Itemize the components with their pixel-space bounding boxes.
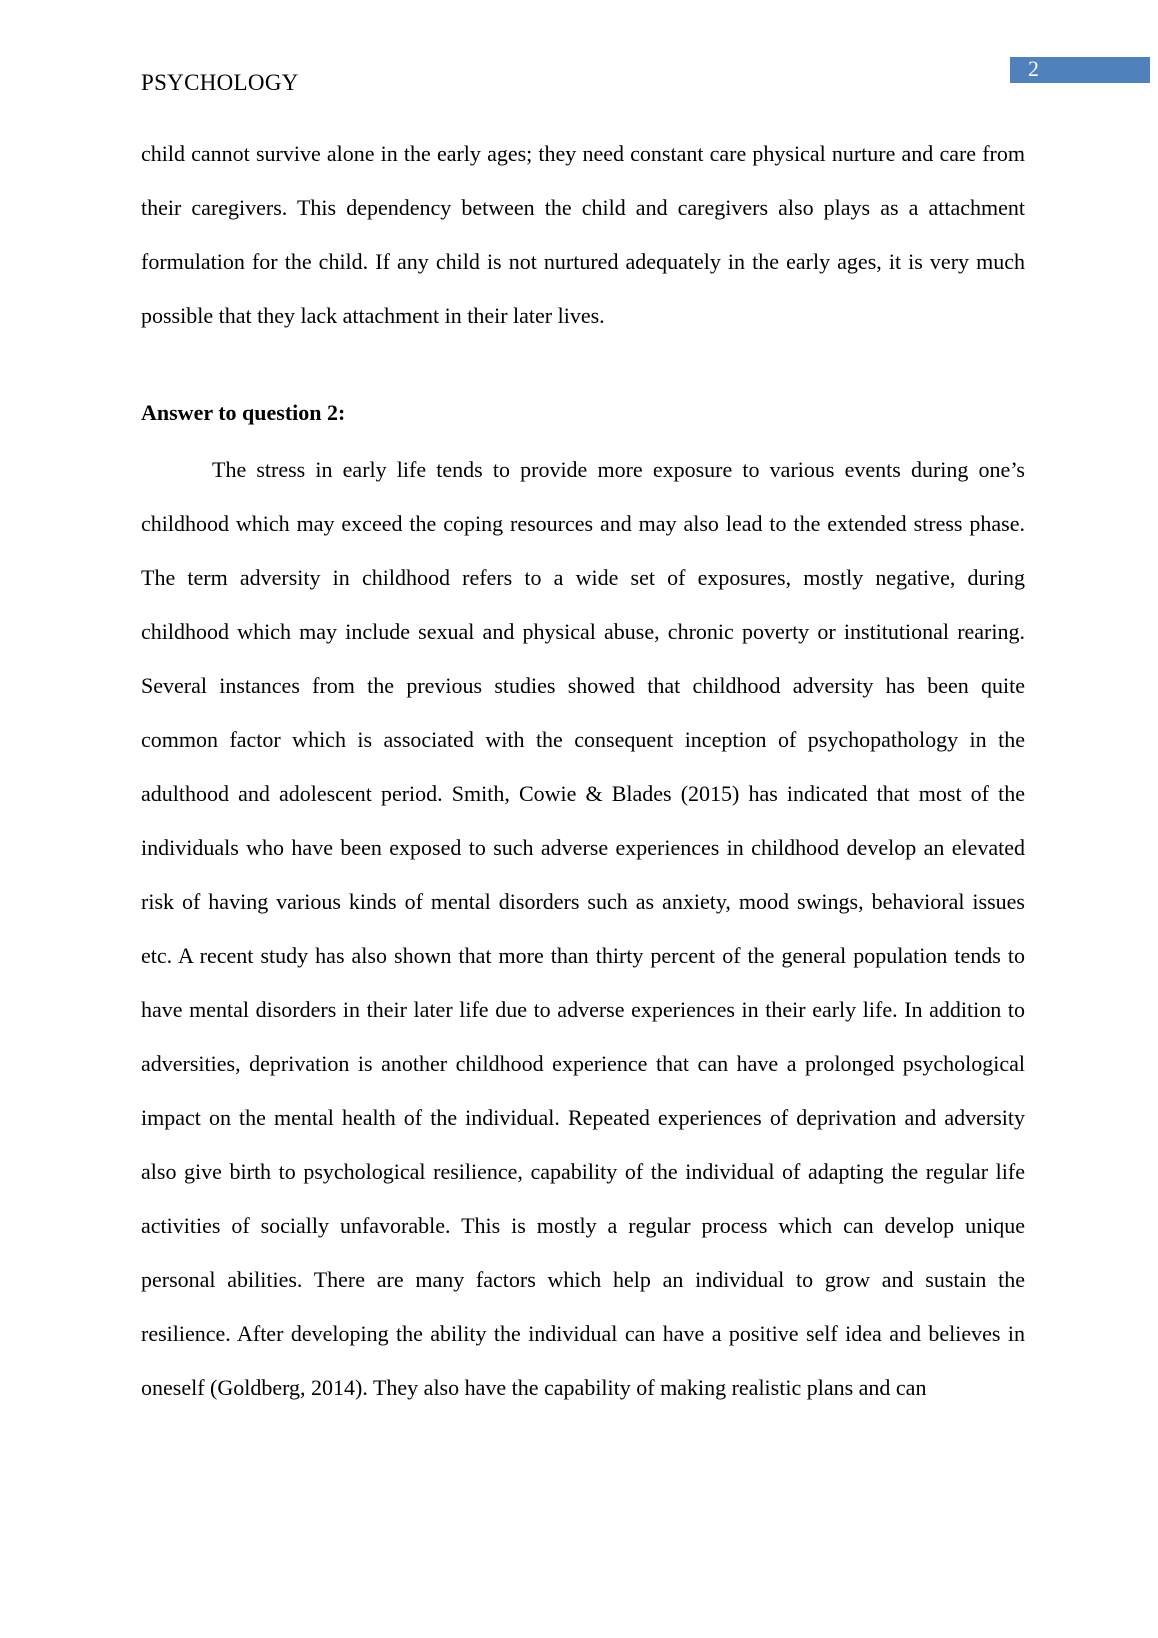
- page-number: 2: [1028, 56, 1039, 81]
- body-paragraph: The stress in early life tends to provide more exposure to various events during one’s childhood which may exceed the coping resources and may also lead to the extended stress phase. The term adversity in childhood refers to a wide set of exposures, mostly negative, during childhood which may include sexual and physical abuse, chronic poverty or institutional rearing. Several instances from the previous studies showed that childhood adversity has been quite common factor which is associated with the consequent inception of psychopathology in the adulthood and adolescent period. Smith, Cowie & Blades (2015) has indicated that most of the individuals who have been exposed to such adverse experiences in childhood develop an elevated risk of having various kinds of mental disorders such as anxiety, mood swings, behavioral issues etc. A recent study has also shown that more than thirty percent of the general population tends to have mental disorders in their later life due to adverse experiences in their early life. In addition to adversities, deprivation is another childhood experience that can have a prolonged psychological impact on the mental health of the individual. Repeated experiences of deprivation and adversity also give birth to psychological resilience, capability of the individual of adapting the regular life activities of socially unfavorable. This is mostly a regular process which can develop unique personal abilities. There are many factors which help an individual to grow and sustain the resilience. After developing the ability the individual can have a positive self idea and believes in oneself (Goldberg, 2014). They also have the capability of making realistic plans and can: [141, 457, 1025, 1400]
- section-heading: Answer to question 2:: [141, 400, 346, 425]
- running-header: PSYCHOLOGY: [141, 70, 299, 95]
- page-number-box: [1010, 57, 1150, 83]
- body-paragraph: child cannot survive alone in the early ages; they need constant care physical nurture and care from their caregivers. This dependency between the child and caregivers also plays as a attachment formulation for the child. If any child is not nurtured adequately in the early ages, it is very much possible that they lack attachment in their later lives.: [141, 141, 1025, 328]
